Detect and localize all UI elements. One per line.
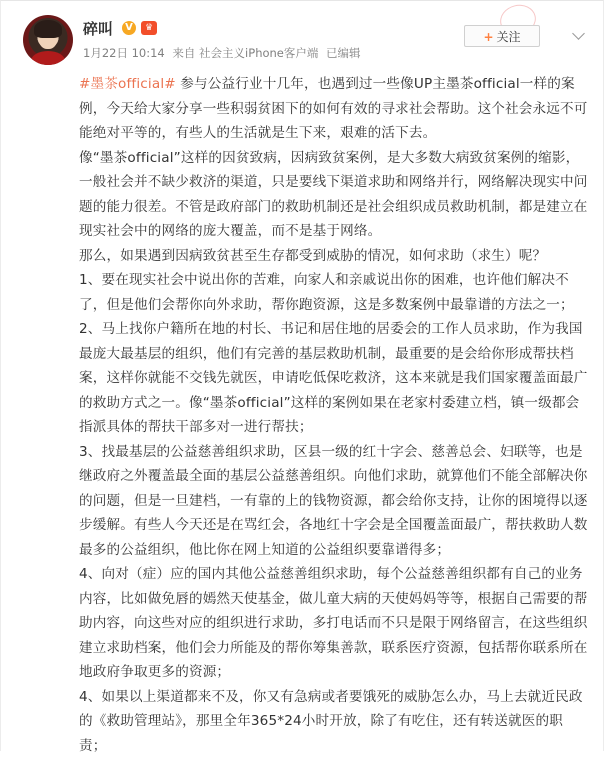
avatar-hair xyxy=(34,20,62,38)
username[interactable]: 碎叫 xyxy=(83,20,114,38)
plus-icon: + xyxy=(483,30,494,44)
vip-badge-icon[interactable]: ♛ xyxy=(141,21,157,35)
follow-label: 关注 xyxy=(496,30,521,44)
post-source[interactable]: 来自 社会主义iPhone客户端 xyxy=(172,46,319,60)
avatar[interactable] xyxy=(23,15,73,65)
avatar-shirt xyxy=(31,51,65,65)
edited-label[interactable]: 已编辑 xyxy=(326,46,361,60)
post-content xyxy=(79,72,589,758)
post-time[interactable]: 1月22日 10:14 xyxy=(83,46,165,60)
chevron-down-icon[interactable] xyxy=(572,27,585,40)
follow-button[interactable] xyxy=(464,25,540,47)
post-meta xyxy=(83,45,365,61)
hashtag-link[interactable]: #墨茶official# xyxy=(79,76,176,92)
v-badge-icon[interactable]: V xyxy=(122,21,136,35)
post-body-text: 参与公益行业十几年，也遇到过一些像UP主墨茶official一样的案例，今天给大家分享一些积弱贫困下的如何有效的寻求社会帮助。这个社会永远不可能绝对平等的，有些人的生活就是生下来，艰难的活下去。 像“墨茶official”这样的因贫致病，因病致贫案例，是大多数大病致贫案例的缩影，一般社会并不缺少救济的渠道，只是要线下渠道求助和网络并行，网络解决现实中问题的能力很差。不管是政府部门的救助机制还是社会组织成员救助机制，都是建立在现实社会中的网络的庞大覆盖，而不是基于网络。 那么，如果遇到因病致贫甚至生存都受到威胁的情况，如何求助（求生）呢？ 1、要在现实社会中说出你的苦难，向家人和亲戚说出你的困难，也许他们解决不了，但是他们会帮你向外求助，帮你跑资源，这是多数案例中最靠谱的方法之一； 2、马上找你户籍所在地的村长、书记和居住地的居委会的工作人员求助，作为我国最庞大最基层的组织，他们有完善的基层救助机制，最重要的是会给你形成帮扶档案，这样你就能不交钱先就医，申请吃低保吃救济，这本来就是我们国家覆盖面最广的救助方式之一。像“墨茶official”这样的案例如果在老家村委建立档，镇一级都会指派具体的帮扶干部多对一进行帮扶； 3、找最基层的公益慈善组织求助，区县一级的红十字会、慈善总会、妇联等，也是继政府之外覆盖最全面的基层公益慈善组织。向他们求助，就算他们不能全部解决你的问题，但是一旦建档，一有靠的上的钱物资源，都会给你支持，让你的困境得以逐步缓解。有些人今天还是在骂红会，各地红十字会是全国覆盖面最广，帮扶救助人数最多的公益组织，他比你在网上知道的公益组织要靠谱得多； 4、向对（症）应的国内其他公益慈善组织求助，每个公益慈善组织都有自己的业务内容，比如做免唇的嫣然天使基金，做儿童大病的天使妈妈等等，根据自己需要的帮助内容，向这些对应的组织进行求助，多打电话而不只是限于网络留言，在这些组织建立求助档案，他们会力所能及的帮你筹集善款，联系医疗资源，包括帮你联系所在地政府争取更多的资源； 4、如果以上渠道都来不及，你又有急病或者要饿死的威胁怎么办，马上去就近民政的《救助管理站》，那里全年365*24小时开放，除了有吃住，还有转送就医的职责； xyxy=(79,76,588,754)
